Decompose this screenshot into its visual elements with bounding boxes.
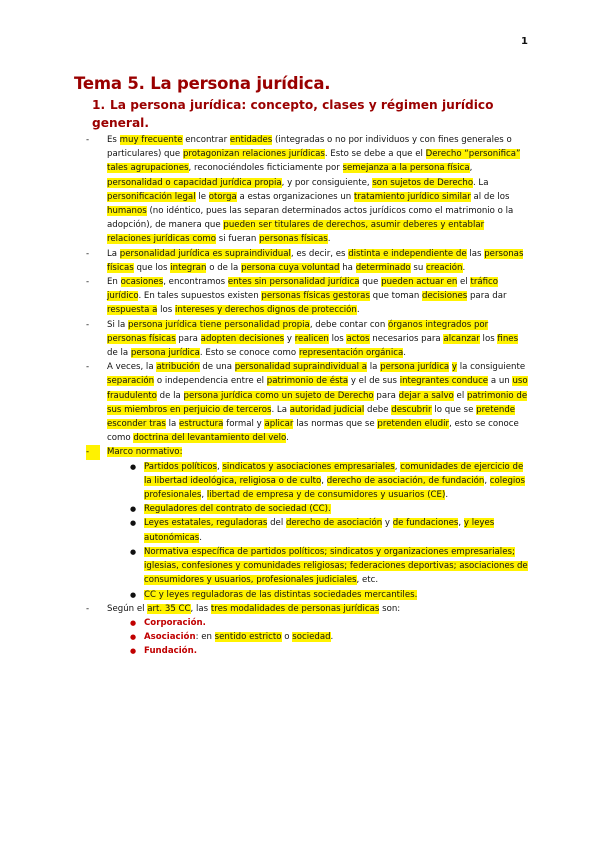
text-run: . bbox=[286, 433, 289, 444]
text-run: , bbox=[216, 461, 223, 472]
modalidad-item bbox=[86, 630, 528, 644]
highlighted-text: protagonizan relaciones jurídicas bbox=[182, 149, 325, 160]
text-run: Es bbox=[107, 135, 120, 145]
highlighted-text: sindicatos y asociaciones empresariales bbox=[222, 461, 395, 472]
section-number: 1. bbox=[92, 98, 106, 112]
text-run: . La bbox=[271, 404, 290, 415]
text-run: le bbox=[195, 191, 209, 202]
bullet-text bbox=[144, 590, 417, 600]
text-run: las normas que se bbox=[293, 419, 378, 430]
bullet-text bbox=[144, 518, 494, 542]
highlighted-text: persona jurídica como un sujeto de Derecho bbox=[183, 390, 374, 401]
text-run: o independencia entre el bbox=[154, 376, 267, 387]
highlighted-text: pretenden eludir bbox=[377, 419, 450, 430]
highlighted-text: autoridad judicial bbox=[289, 404, 365, 415]
text-run: la bbox=[367, 362, 381, 373]
section-title: La persona jurídica: concepto, clases y régimen jurídico general. bbox=[92, 98, 494, 130]
bullet-icon: ● bbox=[130, 547, 137, 556]
highlighted-text: muy frecuente bbox=[119, 135, 183, 145]
highlighted-text: Derecho “personifica” tales agrupaciones bbox=[107, 149, 521, 174]
highlighted-text: son sujetos de Derecho bbox=[372, 177, 473, 188]
text-run: o bbox=[281, 632, 293, 643]
text-run: , encontramos bbox=[163, 277, 228, 288]
bullet-text bbox=[144, 462, 525, 500]
highlighted-text: personalidad o capacidad jurídica propia bbox=[107, 177, 282, 188]
text-run: , bbox=[469, 163, 473, 174]
highlighted-text: representación orgánica bbox=[298, 348, 404, 359]
highlighted-text: derecho de asociación bbox=[285, 518, 383, 529]
highlighted-text: Reguladores del contrato de sociedad (CC). bbox=[144, 504, 331, 515]
dash-marker: - bbox=[86, 445, 100, 459]
modalidad-label: Fundación. bbox=[144, 646, 197, 657]
text-run: a estas organizaciones un bbox=[236, 191, 354, 202]
highlighted-text: humanos bbox=[107, 206, 147, 217]
section-heading bbox=[92, 96, 532, 132]
paragraph-text bbox=[107, 277, 507, 315]
paragraph-text bbox=[107, 320, 518, 358]
highlighted-text: personalidad jurídica es supraindividual bbox=[119, 248, 291, 259]
text-run: : en bbox=[195, 632, 215, 643]
highlighted-text: creación bbox=[426, 262, 463, 273]
dash-marker: - bbox=[86, 277, 90, 288]
highlighted-text: libertad de empresa y de consumidores y usuarios (CE) bbox=[206, 490, 446, 501]
highlighted-text: atribución bbox=[156, 362, 200, 373]
marco-bullet-item bbox=[86, 460, 528, 503]
text-run: . bbox=[445, 490, 449, 501]
highlighted-text: adopten decisiones bbox=[200, 333, 285, 344]
marco-normativo-label: Marco normativo: bbox=[107, 447, 183, 458]
highlighted-text: órganos integrados por personas físicas bbox=[107, 319, 489, 344]
highlighted-text: persona jurídica bbox=[380, 362, 450, 373]
highlighted-text: determinado bbox=[355, 262, 411, 273]
highlighted-text: estructura bbox=[178, 419, 224, 430]
highlighted-text: integrantes conduce bbox=[399, 376, 489, 387]
marco-bullet-item bbox=[86, 545, 528, 588]
paragraph-item bbox=[86, 360, 528, 445]
text-run: la bbox=[165, 419, 179, 430]
highlighted-text: art. 35 CC bbox=[147, 603, 191, 614]
text-run: . bbox=[330, 632, 334, 643]
text-run: el bbox=[453, 390, 467, 401]
paragraph-text bbox=[107, 362, 528, 443]
text-run: , esto se conoce como bbox=[107, 419, 519, 444]
bullet-icon: ● bbox=[130, 633, 137, 642]
text-run: lo que se bbox=[431, 404, 477, 415]
text-run: , y por consiguiente, bbox=[281, 177, 373, 188]
marco-bullet-item bbox=[86, 502, 528, 516]
text-run: son: bbox=[379, 603, 401, 614]
text-run: de la bbox=[156, 390, 184, 401]
modalidad-detail bbox=[196, 632, 334, 642]
highlighted-text: fines bbox=[497, 333, 519, 344]
text-run: para bbox=[373, 390, 399, 401]
highlighted-text: personificación legal bbox=[107, 191, 196, 202]
text-run: la consiguiente bbox=[457, 362, 526, 373]
text-run: formal y bbox=[223, 419, 265, 430]
text-run: , etc. bbox=[356, 575, 379, 586]
text-run: , las bbox=[190, 603, 211, 614]
text-run: . Esto se conoce como bbox=[199, 348, 299, 359]
text-run: para bbox=[175, 333, 201, 344]
bullet-text bbox=[144, 547, 528, 585]
highlighted-text: Normativa específica de partidos políticos; sindicatos y organizaciones empresariales; iglesias, confesiones y comunidades religiosas; federaciones deportivas; asociaciones de consumidores y usuarios, profesionales judiciales bbox=[144, 546, 528, 586]
highlighted-text: actos bbox=[346, 333, 370, 344]
highlighted-text: entidades bbox=[229, 135, 273, 145]
text-run: . La bbox=[472, 177, 489, 188]
marco-bullet-item bbox=[86, 588, 528, 602]
text-run: y el de sus bbox=[348, 376, 400, 387]
text-run: . bbox=[356, 305, 360, 316]
highlighted-text: tres modalidades de personas jurídicas bbox=[210, 603, 380, 614]
text-run: que los bbox=[133, 262, 171, 273]
paragraph-item bbox=[86, 247, 528, 275]
highlighted-text: de fundaciones bbox=[392, 518, 459, 529]
bullet-icon: ● bbox=[130, 519, 137, 528]
highlighted-text: personas físicas bbox=[107, 248, 524, 273]
highlighted-text: personas físicas gestoras bbox=[261, 291, 370, 302]
document-title: Tema 5. La persona jurídica. bbox=[74, 74, 331, 93]
text-run: del bbox=[267, 518, 286, 529]
text-run: encontrar bbox=[182, 135, 230, 145]
highlighted-text: intereses y derechos dignos de protección bbox=[175, 305, 357, 316]
highlighted-text: persona jurídica tiene personalidad propia bbox=[127, 319, 310, 330]
highlighted-text: entes sin personalidad jurídica bbox=[227, 277, 360, 288]
text-run: , bbox=[321, 475, 327, 486]
text-run: de la bbox=[107, 348, 131, 359]
text-run: , bbox=[201, 490, 207, 501]
text-run: su bbox=[410, 262, 427, 273]
highlighted-text: uso fraudulento bbox=[107, 376, 528, 401]
text-run: si fueran bbox=[216, 234, 260, 245]
text-run: . bbox=[199, 532, 203, 543]
text-run: . bbox=[462, 262, 466, 273]
highlighted-text: semejanza a la persona física bbox=[342, 163, 470, 174]
highlighted-text: Partidos políticos bbox=[144, 461, 217, 472]
text-run: al de los bbox=[470, 191, 510, 202]
highlighted-text: integran bbox=[170, 262, 207, 273]
highlighted-text: ocasiones bbox=[120, 277, 164, 288]
highlighted-text: aplicar bbox=[264, 419, 294, 430]
bullet-icon: ● bbox=[130, 647, 137, 656]
marco-bullet-item bbox=[86, 516, 528, 544]
bullet-icon: ● bbox=[130, 462, 137, 471]
highlighted-text: CC y leyes reguladoras de las distintas sociedades mercantiles. bbox=[144, 589, 418, 600]
text-run: (no idéntico, pues las separan determinados actos jurídicos como el matrimonio o la adopción), de manera que bbox=[107, 206, 514, 231]
document-body bbox=[86, 133, 528, 659]
highlighted-text: dejar a salvo bbox=[398, 390, 454, 401]
text-run: La bbox=[107, 248, 120, 259]
highlighted-text: sentido estricto bbox=[214, 632, 282, 643]
text-run: las bbox=[466, 248, 485, 259]
highlighted-text: separación bbox=[107, 376, 155, 387]
highlighted-text: descubrir bbox=[391, 404, 432, 415]
modalidades-intro bbox=[107, 604, 400, 614]
highlighted-text: comunidades de ejercicio de la libertad ideológica, religiosa o de culto bbox=[144, 461, 524, 486]
highlighted-text: personalidad supraindividual a bbox=[234, 362, 368, 373]
dash-marker: - bbox=[86, 319, 90, 330]
paragraph-item bbox=[86, 318, 528, 361]
text-run: , debe contar con bbox=[309, 319, 388, 330]
text-run: Según el bbox=[107, 603, 148, 614]
bullet-icon: ● bbox=[130, 590, 137, 599]
text-run: . En tales supuestos existen bbox=[138, 291, 262, 302]
text-run: los bbox=[157, 305, 176, 316]
highlighted-text: colegios profesionales bbox=[144, 475, 526, 501]
highlighted-text: alcanzar bbox=[443, 333, 480, 344]
highlighted-text: distinta e independiente de bbox=[348, 248, 467, 259]
highlighted-text: Leyes estatales, reguladoras bbox=[144, 518, 268, 529]
bullet-text bbox=[144, 504, 331, 514]
text-run: a un bbox=[488, 376, 513, 387]
modalidad-label: Corporación. bbox=[144, 617, 206, 628]
highlighted-text: derecho de asociación, de fundación bbox=[326, 475, 485, 486]
text-run: que toman bbox=[369, 291, 423, 302]
text-run: . Esto se debe a que el bbox=[324, 149, 426, 160]
highlighted-text: pretende esconder tras bbox=[107, 404, 516, 430]
text-run: y bbox=[284, 333, 295, 344]
highlighted-text: y bbox=[451, 362, 458, 373]
modalidades-item bbox=[86, 602, 528, 616]
text-run: el bbox=[457, 277, 471, 288]
bullet-icon: ● bbox=[130, 618, 137, 627]
text-run: , bbox=[458, 518, 464, 529]
highlighted-text: respuesta a bbox=[107, 305, 158, 316]
marco-normativo-item bbox=[86, 445, 528, 459]
text-run: necesarios para bbox=[369, 333, 444, 344]
highlighted-text: decisiones bbox=[422, 291, 468, 302]
highlighted-text: patrimonio de ésta bbox=[266, 376, 349, 387]
highlighted-text: otorga bbox=[208, 191, 237, 202]
highlighted-text: patrimonio de sus miembros en perjuicio de terceros bbox=[107, 390, 528, 415]
text-run: debe bbox=[364, 404, 392, 415]
text-run: , bbox=[484, 475, 490, 486]
text-run: de una bbox=[199, 362, 235, 373]
text-run: (integradas o no por individuos y con fines generales o particulares) que bbox=[107, 135, 512, 160]
text-run: . bbox=[327, 234, 331, 245]
text-run: los bbox=[328, 333, 347, 344]
modalidad-item bbox=[86, 616, 528, 630]
text-run: y bbox=[382, 518, 393, 529]
dash-marker: - bbox=[86, 135, 90, 145]
paragraph-text bbox=[107, 135, 520, 244]
highlighted-text: personas físicas bbox=[259, 234, 328, 245]
highlighted-text: y leyes autonómicas bbox=[144, 518, 495, 543]
highlighted-text: pueden ser titulares de derechos, asumir deberes y entablar relaciones jurídicas como bbox=[107, 220, 485, 245]
dash-marker: - bbox=[86, 603, 90, 614]
paragraph-item bbox=[86, 275, 528, 318]
highlighted-text: tratamiento jurídico similar bbox=[353, 191, 471, 202]
text-run: para dar bbox=[467, 291, 507, 302]
text-run: A veces, la bbox=[107, 362, 157, 373]
highlighted-text: pueden actuar en bbox=[381, 277, 458, 288]
text-run: En bbox=[107, 277, 121, 288]
highlighted-text: doctrina del levantamiento del velo bbox=[133, 433, 287, 444]
dash-marker: - bbox=[86, 248, 90, 259]
text-run: que bbox=[359, 277, 382, 288]
text-run: ha bbox=[339, 262, 356, 273]
text-run: o de la bbox=[206, 262, 242, 273]
text-run: , reconociéndoles ficticiamente por bbox=[188, 163, 343, 174]
bullet-icon: ● bbox=[130, 505, 137, 514]
dash-marker: - bbox=[86, 362, 90, 373]
highlighted-text: realicen bbox=[294, 333, 329, 344]
text-run: . bbox=[403, 348, 406, 359]
text-run: Si la bbox=[107, 319, 128, 330]
text-run: los bbox=[479, 333, 498, 344]
modalidad-item bbox=[86, 644, 528, 658]
highlighted-text: persona cuya voluntad bbox=[241, 262, 340, 273]
highlighted-text: tráfico jurídico bbox=[107, 277, 499, 302]
highlighted-text: persona jurídica bbox=[130, 348, 200, 359]
modalidad-label: Asociación bbox=[144, 632, 196, 643]
paragraph-item bbox=[86, 133, 528, 247]
page-number: 1 bbox=[521, 36, 528, 47]
highlighted-text: sociedad bbox=[292, 632, 331, 643]
text-run: , bbox=[394, 461, 401, 472]
paragraph-text bbox=[107, 249, 523, 273]
text-run: , es decir, es bbox=[290, 248, 349, 259]
